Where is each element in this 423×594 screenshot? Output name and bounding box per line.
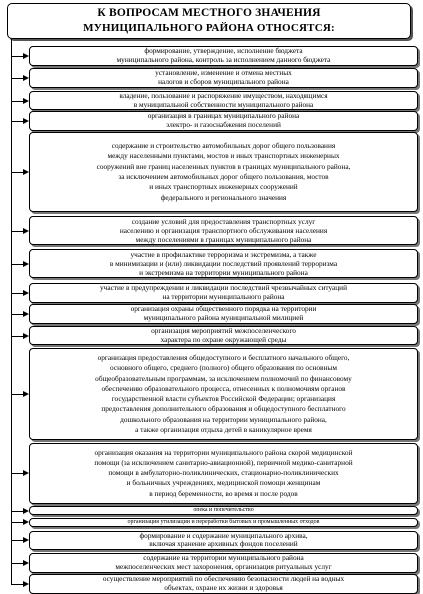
competence-text-line: включая хранение архивных фондов поселений bbox=[149, 539, 298, 549]
competence-text-line: участие в предупреждении и ликвидации последствий чрезвычайных ситуаций bbox=[100, 282, 347, 292]
competence-text-line: в муниципальной собственности муниципального района bbox=[133, 99, 314, 109]
arrow-right-icon bbox=[23, 519, 29, 525]
competence-text-line: населению и организация транспортного обслуживания населения bbox=[119, 226, 328, 236]
competence-text-line: характера по охране окружающей среды bbox=[160, 334, 287, 344]
competence-text-line: в период беременности, во время и после родов bbox=[149, 488, 298, 498]
arrow-right-icon bbox=[23, 228, 29, 234]
competence-text-line: организация оказания на территории муниципального района скорой медицинской bbox=[94, 447, 353, 457]
competence-text-line: основного общего, среднего (полного) общего образования по основным bbox=[110, 363, 337, 373]
competence-text-line: а также организация отдыха детей в каникулярное время bbox=[135, 425, 312, 435]
arrow-right-icon bbox=[23, 391, 29, 397]
arrow-right-icon bbox=[23, 311, 29, 317]
competence-text-line: содержание и строительство автомобильных дорог общего пользования bbox=[111, 141, 336, 151]
competence-text-line: формирование и содержание муниципального архива, bbox=[139, 530, 308, 540]
arrow-right-icon bbox=[23, 98, 29, 104]
diagram-title-line-2: МУНИЦИПАЛЬНОГО РАЙОНА ОТНОСЯТСЯ: bbox=[83, 22, 335, 34]
competence-text-line: организация мероприятий межпоселенческого bbox=[151, 325, 296, 335]
competence-text-line: владение, пользование и распоряжение имуществом, находящимся bbox=[119, 90, 328, 100]
competence-text-line: за исключением автомобильных дорог общего пользования, мостов bbox=[118, 172, 329, 182]
competence-text-line: содержание на территории муниципального района bbox=[143, 552, 304, 562]
competence-box bbox=[29, 348, 418, 440]
diagram-title-box bbox=[7, 3, 411, 39]
competence-text-line: участие в профилактике терроризма и экстремизма, а также bbox=[130, 249, 317, 259]
competence-text-line: создание условий для предоставления транспортных услуг bbox=[131, 216, 316, 226]
competence-text-line: объектах, охране их жизни и здоровья bbox=[164, 583, 283, 593]
competence-box bbox=[29, 249, 418, 279]
arrow-right-icon bbox=[23, 581, 29, 587]
competence-text-line: обеспечению образовательного процесса, отнесенных к полномочиям органов bbox=[101, 383, 346, 393]
competence-text-line: государственной власти субъектов Российской Федерации; организация bbox=[111, 394, 336, 404]
competence-box bbox=[29, 506, 418, 515]
competence-text-line: налогов и сборов муниципального района bbox=[158, 77, 289, 87]
competence-text-line: между населенными пунктами, мостов и иных транспортных инженерных bbox=[107, 151, 340, 161]
competence-text-line: помощи в амбулаторно-поликлинических, стационарно-поликлинических bbox=[108, 468, 339, 478]
competence-text-line: организация охраны общественного порядка на территории bbox=[130, 304, 317, 314]
competence-text-line: организация предоставления общедоступного и бесплатного начального общего, bbox=[97, 353, 350, 362]
competence-text-line: и экстремизма на территории муниципального района bbox=[139, 268, 308, 278]
competence-text-line: муниципального района муниципальной милицией bbox=[143, 313, 304, 323]
competence-text-line: организация в границах муниципального района bbox=[147, 111, 300, 121]
competence-box bbox=[29, 111, 418, 131]
competence-text-line: межпоселенческих мест захоронения, организация ритуальных услуг bbox=[115, 561, 332, 571]
arrow-right-icon bbox=[23, 290, 29, 296]
arrow-right-icon bbox=[23, 560, 29, 566]
competence-text-line: предоставления дополнительного образования и общедоступного бесплатного bbox=[101, 404, 346, 414]
competence-text-line: и иных транспортных инженерных сооружений bbox=[149, 182, 298, 192]
competence-box bbox=[29, 553, 418, 573]
arrow-right-icon bbox=[23, 53, 29, 59]
competence-text-line: опека и попечительство bbox=[193, 507, 254, 514]
competence-text-line: осуществление мероприятий по обеспечению безопасности людей на водных bbox=[102, 574, 345, 584]
competence-box bbox=[29, 518, 418, 527]
competence-text-line: организация утилизации и переработки бытовых и промышленных отходов bbox=[127, 519, 320, 525]
competence-text-line: формирование, утверждение, исполнение бюджета bbox=[144, 46, 303, 55]
competence-box bbox=[29, 304, 418, 324]
competence-text-line: установление, изменение и отмена местных bbox=[155, 68, 292, 78]
competence-text-line: муниципального района, контроль за исполнением данного бюджета bbox=[116, 54, 331, 64]
diagram-title-line-1: К ВОПРОСАМ МЕСТНОГО ЗНАЧЕНИЯ bbox=[97, 7, 321, 19]
arrow-right-icon bbox=[23, 118, 29, 124]
competence-box bbox=[29, 574, 418, 594]
arrow-right-icon bbox=[23, 169, 29, 175]
competence-box bbox=[29, 216, 418, 246]
arrow-right-icon bbox=[23, 75, 29, 81]
competence-text-line: сооружений вне границ населенных пунктов в границах муниципального района, bbox=[96, 161, 351, 171]
competence-box bbox=[29, 68, 418, 88]
competence-box bbox=[29, 91, 418, 111]
competence-box bbox=[29, 132, 418, 212]
competence-box bbox=[29, 443, 418, 504]
competence-text-line: на территории муниципального района bbox=[162, 291, 285, 301]
competence-box bbox=[29, 283, 418, 303]
competence-text-line: помощи (за исключением санитарно-авиационной), первичной медико-санитарной bbox=[94, 457, 353, 467]
arrow-right-icon bbox=[23, 333, 29, 339]
competence-box bbox=[29, 46, 418, 66]
arrow-right-icon bbox=[23, 470, 29, 476]
competence-text-line: электро- и газоснабжения поселений bbox=[166, 120, 281, 130]
competence-text-line: между поселениями в границах муниципального района bbox=[135, 235, 312, 245]
competence-text-line: федерального и регионального значения bbox=[160, 192, 287, 202]
competence-text-line: в минимизации и (или) ликвидации последствий проявлений терроризма bbox=[109, 259, 338, 269]
competence-box bbox=[29, 531, 418, 551]
arrow-right-icon bbox=[23, 537, 29, 543]
arrow-right-icon bbox=[23, 261, 29, 267]
competence-box bbox=[29, 326, 418, 346]
arrow-right-icon bbox=[23, 508, 29, 514]
competence-text-line: дошкольного образования на территории муниципального района, bbox=[120, 414, 327, 424]
competence-text-line: и больничных учреждениях, медицинской помощи женщинам bbox=[126, 478, 321, 488]
competence-text-line: общеобразовательным программам, за исключением полномочий по финансовому bbox=[95, 373, 352, 383]
